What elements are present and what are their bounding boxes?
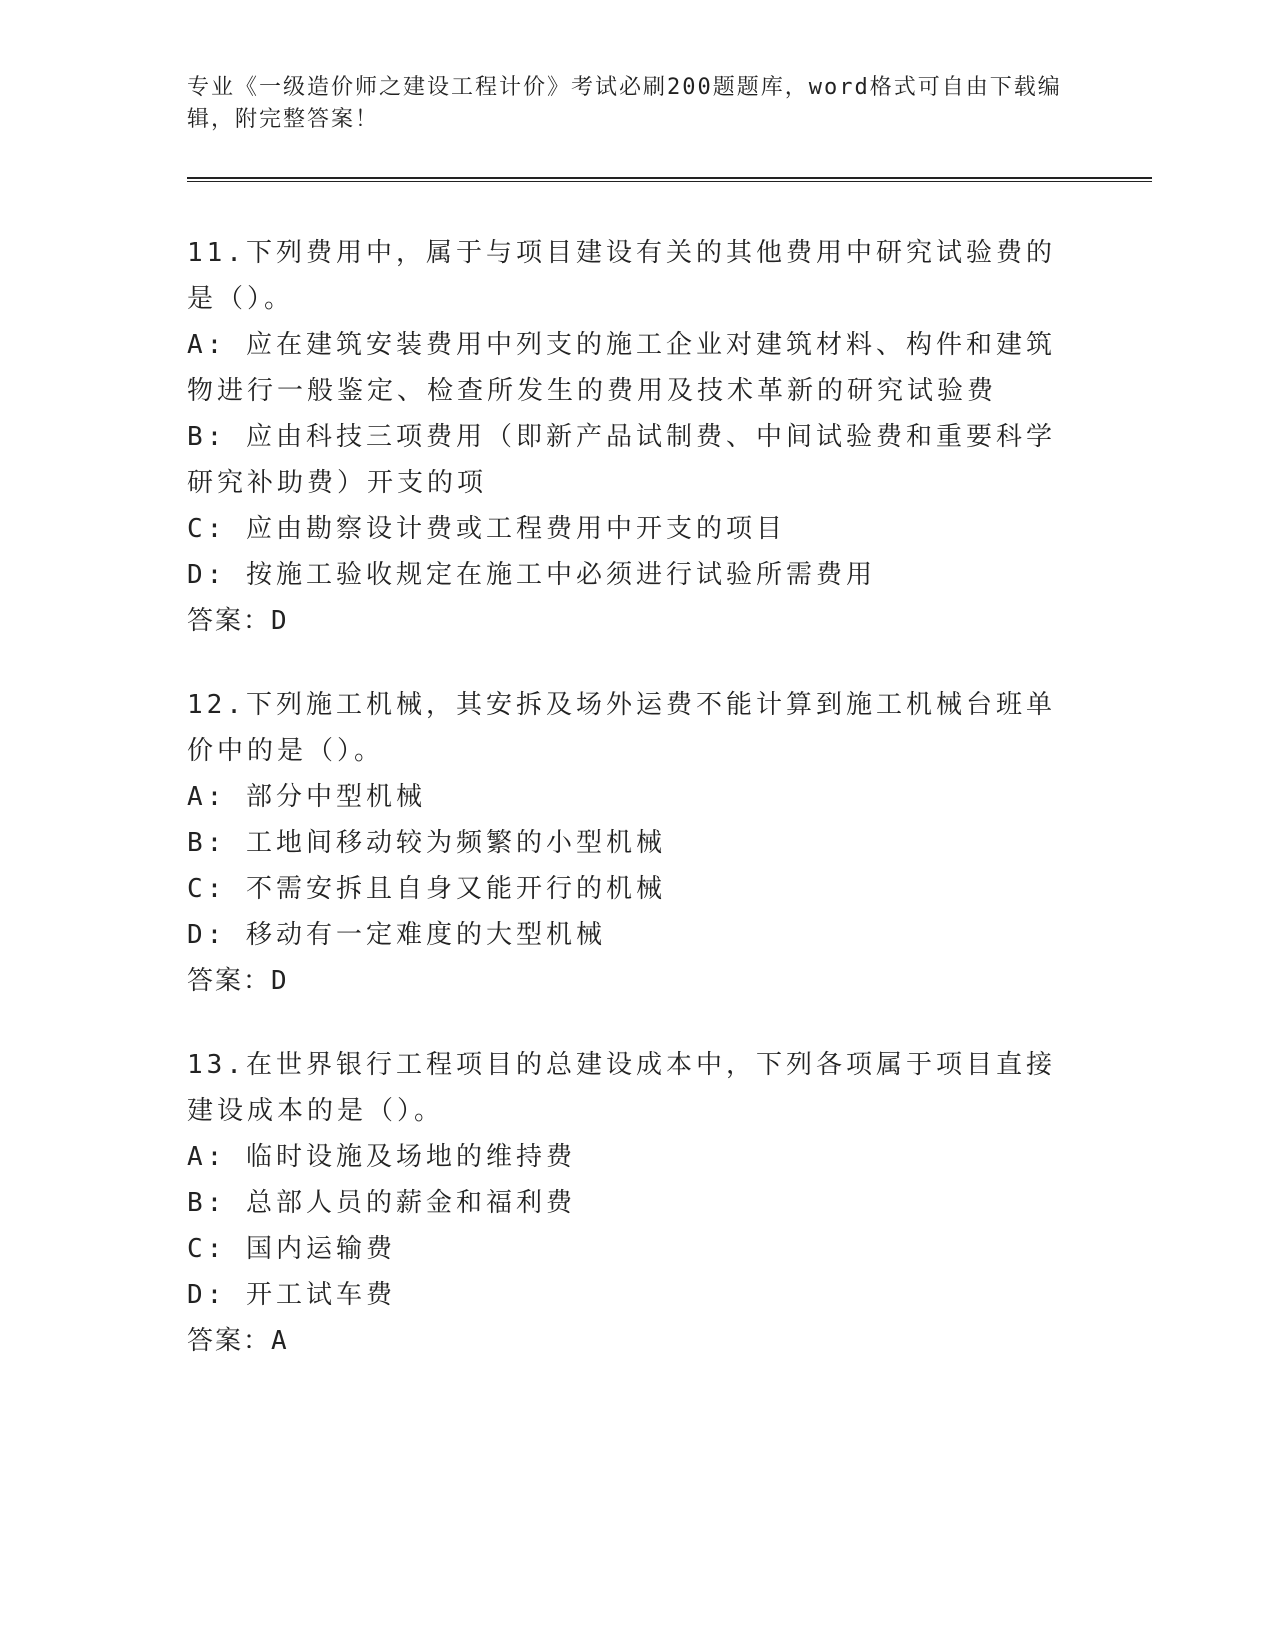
- option-c: C: 不需安拆且自身又能开行的机械: [187, 874, 666, 904]
- question-11: [187, 230, 1067, 644]
- question-13: [187, 1042, 1067, 1364]
- option-a: A: 应在建筑安装费用中列支的施工企业对建筑材料、构件和建筑物进行一般鉴定、检查所发生的费用及技术革新的研究试验费: [187, 330, 1056, 406]
- question-title: 12.下列施工机械，其安拆及场外运费不能计算到施工机械台班单价中的是（）。: [187, 690, 1056, 766]
- answer: 答案：D: [187, 966, 289, 996]
- option-a: A: 临时设施及场地的维持费: [187, 1142, 576, 1172]
- option-a: A: 部分中型机械: [187, 782, 426, 812]
- header-divider: [187, 177, 1152, 182]
- option-b: B: 工地间移动较为频繁的小型机械: [187, 828, 666, 858]
- option-d: D: 移动有一定难度的大型机械: [187, 920, 606, 950]
- option-b: B: 总部人员的薪金和福利费: [187, 1188, 576, 1218]
- answer: 答案：D: [187, 606, 289, 636]
- option-d: D: 按施工验收规定在施工中必须进行试验所需费用: [187, 560, 876, 590]
- question-title: 11.下列费用中，属于与项目建设有关的其他费用中研究试验费的是（）。: [187, 238, 1056, 314]
- option-c: C: 应由勘察设计费或工程费用中开支的项目: [187, 514, 786, 544]
- question-list: [187, 230, 1067, 1402]
- question-title: 13.在世界银行工程项目的总建设成本中，下列各项属于项目直接建设成本的是（）。: [187, 1050, 1056, 1126]
- option-d: D: 开工试车费: [187, 1280, 396, 1310]
- question-12: [187, 682, 1067, 1004]
- document-header: 专业《一级造价师之建设工程计价》考试必刷200题题库，word格式可自由下载编辑，附完整答案！: [187, 75, 1062, 132]
- option-c: C: 国内运输费: [187, 1234, 396, 1264]
- option-b: B: 应由科技三项费用（即新产品试制费、中间试验费和重要科学研究补助费）开支的项: [187, 422, 1056, 498]
- answer: 答案：A: [187, 1326, 289, 1356]
